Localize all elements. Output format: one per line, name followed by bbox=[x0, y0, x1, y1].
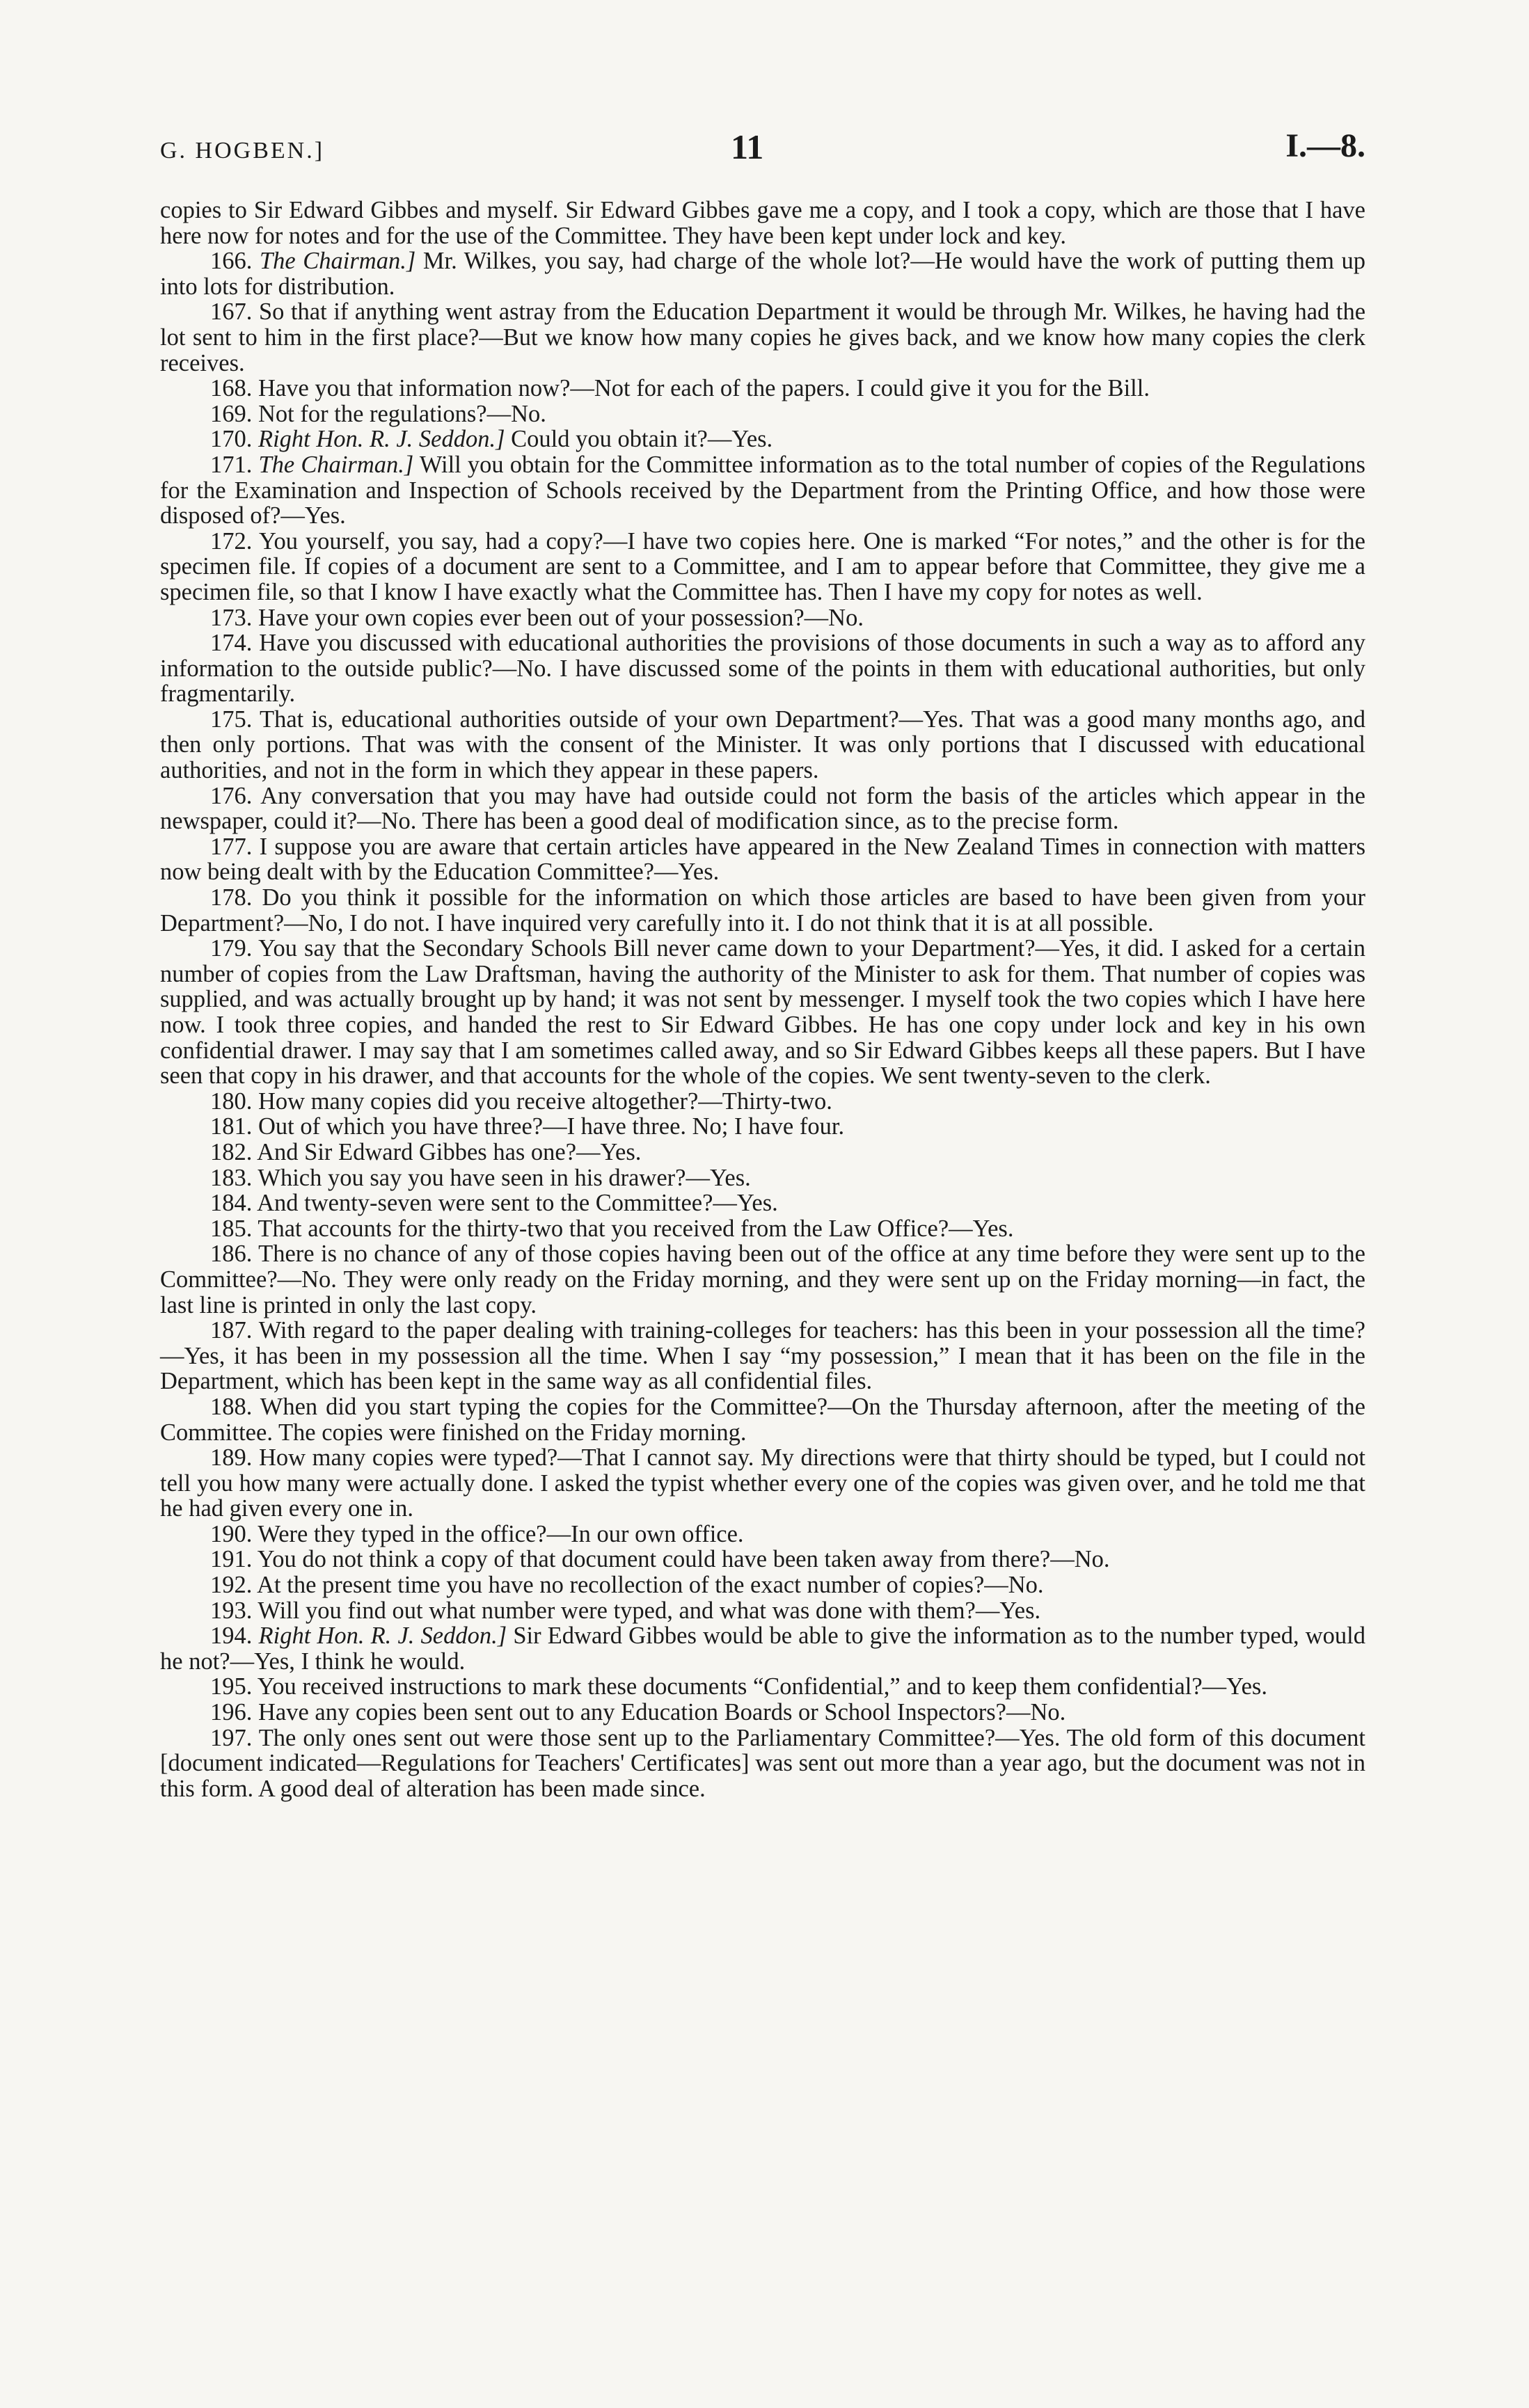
question-number: 170. bbox=[210, 426, 253, 453]
paragraph-text: Any conversation that you may have had outside could not form the basis of the articles which appear in the newspaper, could it?—No. There has been a good deal of modification since, as to the precise form. bbox=[160, 782, 1365, 835]
paragraph-text: Could you obtain it?—Yes. bbox=[511, 426, 773, 453]
question-number: 180. bbox=[210, 1087, 253, 1115]
question-paragraph bbox=[160, 1140, 1365, 1165]
paragraph-text: That accounts for the thirty-two that you received from the Law Office?—Yes. bbox=[258, 1215, 1014, 1242]
question-number: 181. bbox=[210, 1113, 253, 1140]
question-number: 195. bbox=[210, 1673, 253, 1700]
question-number: 188. bbox=[210, 1393, 253, 1420]
paragraph-text: You yourself, you say, had a copy?—I have two copies here. One is marked “For notes,” and the other is for the specimen file. If copies of a document are sent to a Committee, and I am to appear before that Committee, they give me a specimen file, so that I know I have exactly what the Committee has. Then I have my copy for notes as well. bbox=[160, 527, 1365, 605]
paragraph-text: At the present time you have no recollection of the exact number of copies?—No. bbox=[257, 1572, 1044, 1599]
paragraph-text: And twenty-seven were sent to the Committee?—Yes. bbox=[257, 1190, 778, 1217]
speaker: Right Hon. R. J. Seddon.] bbox=[258, 426, 505, 453]
question-paragraph bbox=[160, 1522, 1365, 1547]
question-number: 167. bbox=[210, 298, 253, 326]
question-number: 186. bbox=[210, 1241, 253, 1268]
paragraph-text: You do not think a copy of that document could have been taken away from there?—No. bbox=[257, 1546, 1110, 1573]
question-number: 177. bbox=[210, 833, 253, 860]
question-paragraph bbox=[160, 1216, 1365, 1242]
question-number: 176. bbox=[210, 782, 253, 809]
question-number: 175. bbox=[210, 705, 253, 733]
question-number: 189. bbox=[210, 1444, 253, 1472]
question-paragraph bbox=[160, 401, 1365, 427]
question-paragraph bbox=[160, 783, 1365, 834]
question-number: 190. bbox=[210, 1520, 253, 1547]
question-paragraph bbox=[160, 1598, 1365, 1624]
question-paragraph bbox=[160, 1089, 1365, 1115]
question-paragraph bbox=[160, 630, 1365, 707]
question-paragraph bbox=[160, 1190, 1365, 1216]
paragraph-text: Have you discussed with educational authorities the provisions of those documents in such a way as to afford any information to the outside public?—No. I have discussed some of the points in them with educational authorities, but only fragmentarily. bbox=[160, 630, 1366, 708]
speaker: The Chairman.] bbox=[259, 248, 416, 275]
paragraph-text: You say that the Secondary Schools Bill never came down to your Department?—Yes, it did. I asked for a certain number of copies from the Law Draftsman, having the authority of the Minister to ask for them. That number of copies was supplied, and was actually brought up by hand; it was not sent by messenger. I myself took the two copies which I have here now. I took three copies, and handed the rest to Sir Edward Gibbes. He has one copy under lock and key in his own confidential drawer. I may say that I am sometimes called away, and so Sir Edward Gibbes keeps all these papers. But I have seen that copy in his drawer, and that accounts for the whole of the copies. We sent twenty-seven to the clerk. bbox=[160, 935, 1365, 1090]
paragraph-text: Will you obtain for the Committee information as to the total number of copies of the Regulations for the Examination and Inspection of Schools received by the Department from the Printing Office, and how those were disposed of?—Yes. bbox=[160, 451, 1365, 529]
paragraph-text: So that if anything went astray from the Education Department it would be through Mr. Wilkes, he having had the lot sent to him in the first place?—But we know how many copies he gives back, and we know how many copies the clerk receives. bbox=[160, 298, 1366, 376]
paragraph-text: copies to Sir Edward Gibbes and myself. Sir Edward Gibbes gave me a copy, and I took a copy, which are those that I have here now for notes and for the use of the Committee. They have been kept under lock and key. bbox=[160, 197, 1365, 249]
question-paragraph bbox=[160, 1394, 1365, 1445]
question-paragraph bbox=[160, 376, 1365, 401]
page-number: 11 bbox=[731, 127, 764, 166]
page-header bbox=[160, 124, 1365, 180]
paragraph-text: How many copies did you receive altogether?—Thirty-two. bbox=[258, 1087, 832, 1115]
paragraph-text: Have your own copies ever been out of your possession?—No. bbox=[258, 604, 864, 631]
question-paragraph bbox=[160, 1700, 1365, 1725]
minutes-of-evidence bbox=[160, 198, 1365, 1801]
paragraph-text: Have you that information now?—Not for each of the papers. I could give it you for the Bill. bbox=[258, 375, 1150, 402]
continuation-paragraph bbox=[160, 198, 1365, 248]
paragraph-text: With regard to the paper dealing with training-colleges for teachers: has this been in your possession all the time?—Yes, it has been in my possession all the time. When I say “my possession,” I mean that it has been on the file in the Department, which has been kept in the same way as all confidential files. bbox=[160, 1317, 1365, 1395]
question-number: 182. bbox=[210, 1138, 253, 1165]
paragraph-text: Which you say you have seen in his drawer?—Yes. bbox=[258, 1164, 751, 1191]
question-paragraph bbox=[160, 885, 1365, 936]
question-number: 194. bbox=[210, 1622, 253, 1650]
question-paragraph bbox=[160, 936, 1365, 1089]
question-number: 168. bbox=[210, 375, 253, 402]
speaker: Right Hon. R. J. Seddon.] bbox=[258, 1622, 507, 1650]
paragraph-text: Mr. Wilkes, you say, had charge of the whole lot?—He would have the work of putting them up into lots for distribution. bbox=[160, 248, 1366, 300]
question-number: 187. bbox=[210, 1317, 253, 1344]
question-number: 193. bbox=[210, 1597, 253, 1624]
question-paragraph bbox=[160, 1318, 1365, 1394]
question-paragraph bbox=[160, 529, 1365, 605]
question-paragraph bbox=[160, 426, 1365, 452]
question-paragraph bbox=[160, 834, 1365, 885]
question-number: 183. bbox=[210, 1164, 253, 1191]
question-paragraph bbox=[160, 1165, 1365, 1191]
paragraph-text: The only ones sent out were those sent up to the Parliamentary Committee?—Yes. The old form of this document [document indicated—Regulations for Teachers' Certificates] was sent out more than a year ago, but the document was not in this form. A good deal of alteration has been made since. bbox=[160, 1724, 1365, 1802]
question-number: 178. bbox=[210, 884, 253, 911]
paragraph-text: Sir Edward Gibbes would be able to give the information as to the number typed, would he not?—Yes, I think he would. bbox=[160, 1622, 1366, 1675]
question-number: 174. bbox=[210, 630, 253, 657]
question-number: 191. bbox=[210, 1546, 253, 1573]
paragraph-text: Will you find out what number were typed, and what was done with them?—Yes. bbox=[258, 1597, 1041, 1624]
question-number: 185. bbox=[210, 1215, 253, 1242]
question-number: 196. bbox=[210, 1699, 253, 1726]
question-number: 171. bbox=[210, 451, 253, 478]
question-paragraph bbox=[160, 707, 1365, 783]
witness-name: G. HOGBEN.] bbox=[160, 138, 325, 164]
question-paragraph bbox=[160, 1114, 1365, 1140]
paragraph-text: There is no chance of any of those copies having been out of the office at any time before they were sent up to the Committee?—No. They were only ready on the Friday morning, and they were sent up on the Friday morning—in fact, the last line is printed in only the last copy. bbox=[160, 1241, 1365, 1318]
question-number: 192. bbox=[210, 1572, 253, 1599]
question-number: 173. bbox=[210, 604, 253, 631]
question-paragraph bbox=[160, 1674, 1365, 1700]
question-paragraph bbox=[160, 1725, 1365, 1802]
paragraph-text: Do you think it possible for the information on which those articles are based to have been given from your Department?—No, I do not. I have inquired very carefully into it. I do not think that it is at all possible. bbox=[160, 884, 1366, 936]
question-paragraph bbox=[160, 605, 1365, 631]
question-number: 169. bbox=[210, 400, 253, 427]
paragraph-text: Have any copies been sent out to any Education Boards or School Inspectors?—No. bbox=[258, 1699, 1066, 1726]
paragraph-text: And Sir Edward Gibbes has one?—Yes. bbox=[257, 1138, 642, 1165]
question-paragraph bbox=[160, 1547, 1365, 1572]
question-number: 197. bbox=[210, 1724, 253, 1751]
question-paragraph bbox=[160, 452, 1365, 529]
question-paragraph bbox=[160, 1241, 1365, 1318]
paragraph-text: Not for the regulations?—No. bbox=[258, 400, 546, 427]
speaker: The Chairman.] bbox=[258, 451, 414, 478]
question-number: 179. bbox=[210, 935, 253, 962]
question-number: 172. bbox=[210, 527, 253, 555]
paragraph-text: Were they typed in the office?—In our own office. bbox=[258, 1520, 744, 1547]
question-paragraph bbox=[160, 1445, 1365, 1522]
question-paragraph bbox=[160, 299, 1365, 376]
question-number: 166. bbox=[210, 248, 253, 275]
paragraph-text: That is, educational authorities outside of your own Department?—Yes. That was a good many months ago, and then only portions. That was with the consent of the Minister. It was only portions that I discussed with educational authorities, and not in the form in which they appear in these papers. bbox=[160, 705, 1365, 784]
document-reference: I.—8. bbox=[1285, 127, 1365, 164]
paragraph-text: When did you start typing the copies for the Committee?—On the Thursday afternoon, after the meeting of the Committee. The copies were finished on the Friday morning. bbox=[160, 1393, 1365, 1446]
question-paragraph bbox=[160, 1623, 1365, 1674]
question-number: 184. bbox=[210, 1190, 253, 1217]
paragraph-text: You received instructions to mark these documents “Confidential,” and to keep them confidential?—Yes. bbox=[257, 1673, 1267, 1700]
paragraph-text: I suppose you are aware that certain articles have appeared in the New Zealand Times in connection with matters now being dealt with by the Education Committee?—Yes. bbox=[160, 833, 1366, 886]
paragraph-text: Out of which you have three?—I have three. No; I have four. bbox=[258, 1113, 845, 1140]
paragraph-text: How many copies were typed?—That I cannot say. My directions were that thirty should be typed, but I could not tell you how many were actually done. I asked the typist whether every one of the copies was given over, and he told me that he had given every one in. bbox=[160, 1444, 1366, 1522]
question-paragraph bbox=[160, 248, 1365, 299]
question-paragraph bbox=[160, 1572, 1365, 1598]
